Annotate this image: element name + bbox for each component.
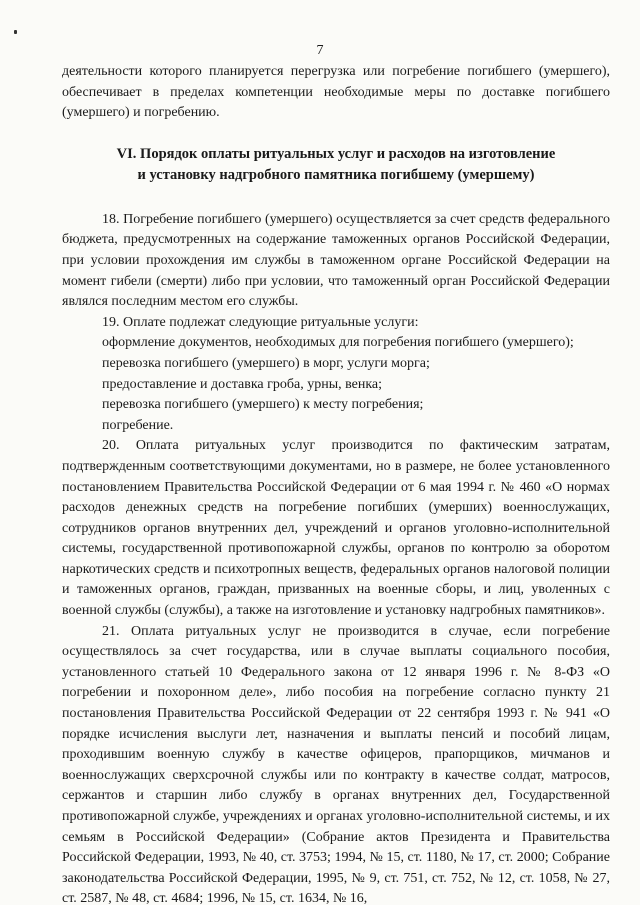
section-title (62, 144, 610, 186)
document-body (62, 62, 610, 910)
list-item-coffin: предоставление и доставка гроба, урны, венка; (102, 376, 383, 392)
intro-paragraph: деятельности которого планируется перегрузка или погребение погибшего (умершего), обеспечивает в пределах компетенции необходимые меры по доставке погибшего (умершего) и погребению. (62, 64, 610, 121)
paragraph-19: 19. Оплате подлежат следующие ритуальные услуги: (102, 314, 419, 330)
scan-speck (14, 30, 17, 34)
paragraph-18: 18. Погребение погибшего (умершего) осуществляется за счет средств федерального бюджета, предусмотренных на содержание таможенных органов Российской Федерации, при условии прохождения им службы в таможенном органе Российской Федерации на момент гибели (смерти) либо при условии, что таможенный орган Российской Федерации являлся последним местом его службы. (62, 211, 610, 310)
page-number: 7 (316, 43, 324, 58)
list-item-documents: оформление документов, необходимых для погребения погибшего (умершего); (102, 335, 574, 351)
list-item-transport: перевозка погибшего (умершего) к месту погребения; (102, 397, 424, 413)
list-item-burial: погребение. (102, 417, 174, 433)
paragraph-21: 21. Оплата ритуальных услуг не производится в случае, если погребение осуществлялось за счет государства, или в случае выплаты социального пособия, установленного статьей 10 Федерального закона от 12 января 1996 г. № 8-ФЗ «О погребении и похоронном деле», либо пособия на погребение согласно пункту 21 постановления Правительства Российской Федерации от 22 сентября 1993 г. № 941 «О порядке исчисления выслуги лет, назначения и выплаты пенсий и пособий лицам, проходившим военную службу в качестве офицеров, прапорщиков, мичманов и военнослужащих сверхсрочной службы или по контракту в качестве солдат, матросов, сержантов и старшин либо службу в органах внутренних дел, Государственной противопожарной службе, учреждениях и органах уголовно-исполнительной системы, и их семьям в Российской Федерации» (Собрание актов Президента и Правительства Российской Федерации, 1993, № 40, ст. 3753; 1994, № 15, ст. 1180, № 17, ст. 2000; Собрание законодательства Российской Федерации, 1995, № 9, ст. 751, ст. 752, № 12, ст. 1058, № 27, ст. 2587, № 48, ст. 4684; 1996, № 15, ст. 1634, № 16, (62, 623, 610, 907)
list-item-morgue: перевозка погибшего (умершего) в морг, услуги морга; (102, 355, 430, 371)
section-title-line-2: и установку надгробного памятника погибшему (умершему) (137, 166, 535, 183)
section-title-line-1: VI. Порядок оплаты ритуальных услуг и расходов на изготовление (116, 145, 556, 162)
paragraph-20: 20. Оплата ритуальных услуг производится по фактическим затратам, подтвержденным соответствующими документами, но в размере, не более установленного постановлением Правительства Российской Федерации от 6 мая 1994 г. № 460 «О нормах расходов денежных средств на погребение погибших (умерших) военнослужащих, сотрудников органов внутренних дел, учреждений и органов уголовно-исполнительной системы, государственной противопожарной службы, органов по контролю за оборотом наркотических средств и психотропных веществ, федеральных органов налоговой полиции и таможенных органов, граждан, призванных на военные сборы, и лиц, уволенных с военной службы (службы), а также на изготовление и установку надгробных памятников». (62, 438, 610, 619)
